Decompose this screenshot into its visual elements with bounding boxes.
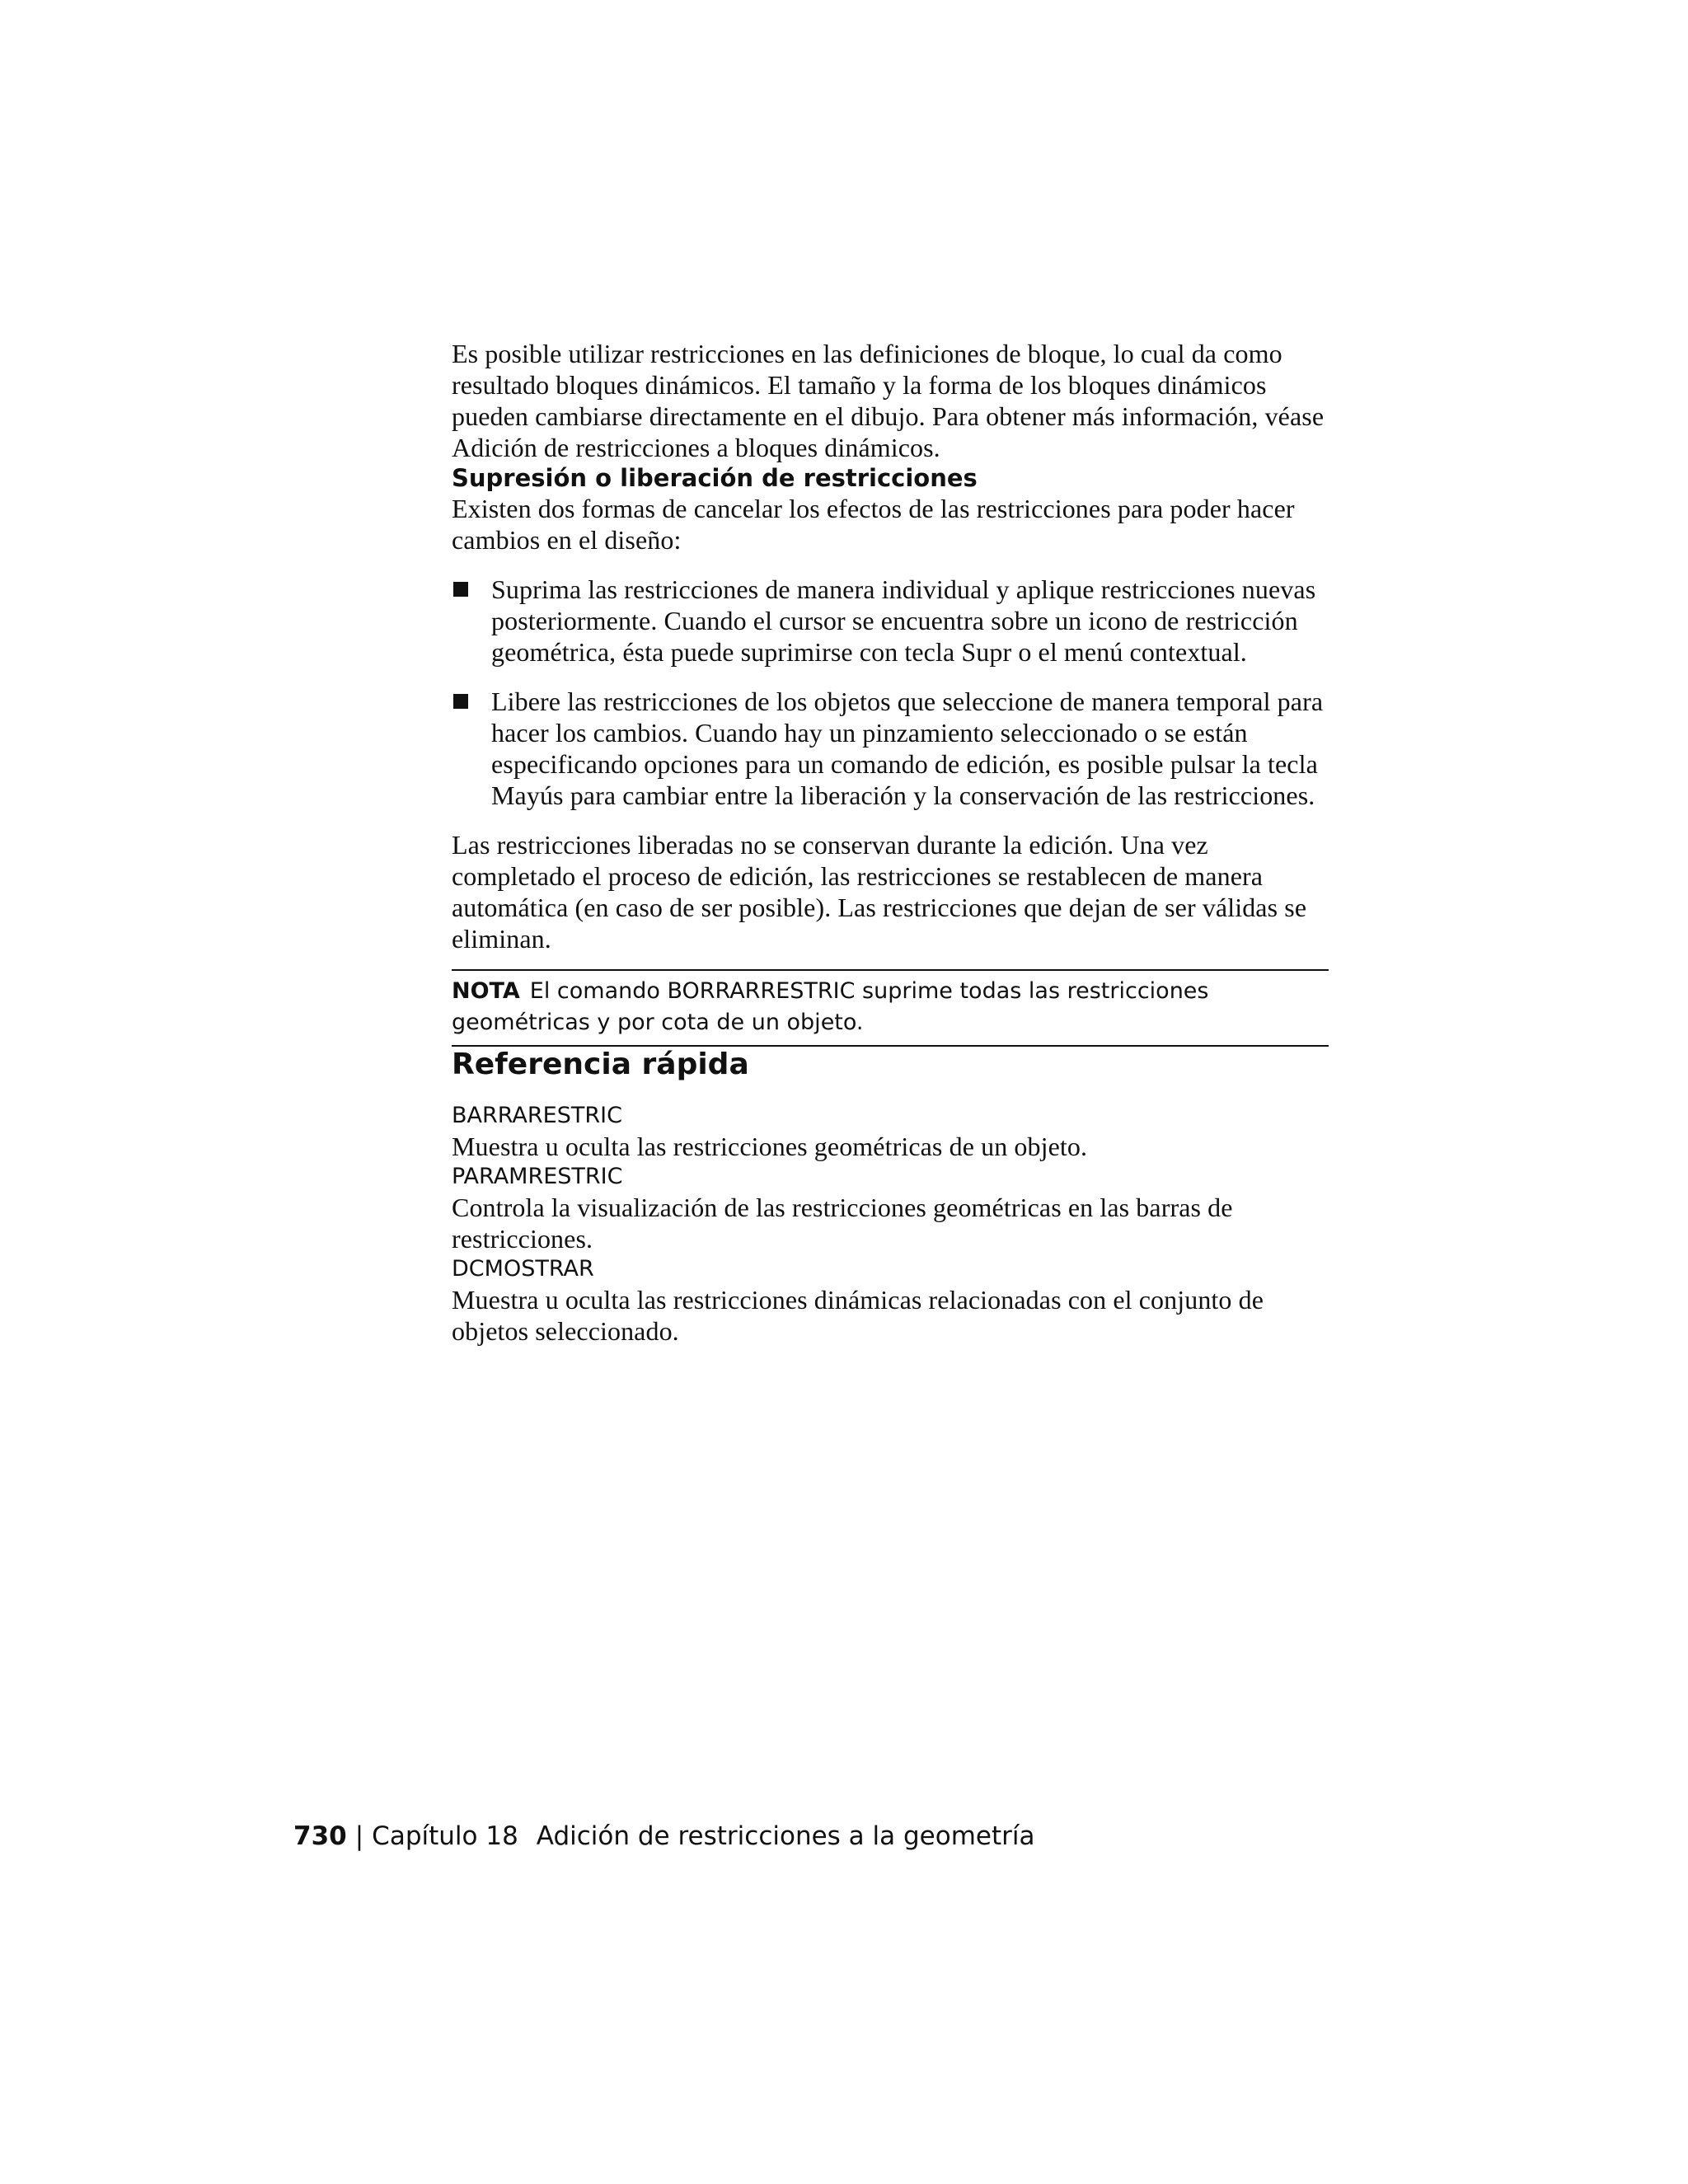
note-box (452, 969, 1329, 1047)
page-footer (293, 1820, 1034, 1853)
command-name: PARAMRESTRIC (452, 1164, 623, 1189)
note-text: El comando BORRARRESTRIC suprime todas las restricciones geométricas y por cota de un objeto. (452, 978, 1209, 1035)
intro-paragraph: Es posible utilizar restricciones en las definiciones de bloque, lo cual da como resultado bloques dinámicos. El tamaño y la forma de los bloques dinámicos pueden cambiarse directamente en el dibujo. Para obtener más información, véase Adición de restricciones a bloques dinámicos. (452, 339, 1325, 462)
list-item (452, 686, 1329, 811)
command-description: Muestra u oculta las restricciones dinámicas relacionadas con el conjunto de objetos seleccionado. (452, 1285, 1264, 1346)
square-bullet-icon (453, 694, 468, 709)
quick-reference-heading: Referencia rápida (452, 1047, 749, 1081)
command-description: Controla la visualización de las restricciones geométricas en las barras de restricciones. (452, 1193, 1233, 1254)
quick-reference-list (452, 1101, 1329, 1347)
bullet-text: Suprima las restricciones de manera individual y aplique restricciones nuevas posteriormente. Cuando el cursor se encuentra sobre un icono de restricción geométrica, ésta puede suprimirse con tecla Supr o el menú contextual. (491, 574, 1316, 667)
page-number: 730 (293, 1821, 347, 1851)
note-label: NOTA (452, 978, 520, 1004)
paragraph-two: Existen dos formas de cancelar los efectos de las restricciones para poder hacer cambios en el diseño: (452, 494, 1295, 555)
command-name: DCMOSTRAR (452, 1256, 594, 1282)
chapter-label: Capítulo 18 (372, 1821, 518, 1851)
list-item (452, 574, 1329, 668)
chapter-title: Adición de restricciones a la geometría (536, 1821, 1035, 1851)
text-column (452, 338, 1329, 1347)
command-description: Muestra u oculta las restricciones geométricas de un objeto. (452, 1132, 1088, 1161)
command-name: BARRARESTRIC (452, 1103, 622, 1128)
footer-separator: | (354, 1821, 364, 1851)
bullet-list (452, 574, 1329, 811)
paragraph-three: Las restricciones liberadas no se conservan durante la edición. Una vez completado el proceso de edición, las restricciones se restablecen de manera automática (en caso de ser posible). Las restricciones que dejan de ser válidas se eliminan. (452, 830, 1307, 954)
bullet-text: Libere las restricciones de los objetos que seleccione de manera temporal para hacer los cambios. Cuando hay un pinzamiento seleccionado o se están especificando opciones para un comando de edición, es posible pulsar la tecla Mayús para cambiar entre la liberación y la conservación de las restricciones. (491, 687, 1324, 810)
square-bullet-icon (453, 582, 468, 597)
subheading-supresion: Supresión o liberación de restricciones (452, 464, 978, 492)
